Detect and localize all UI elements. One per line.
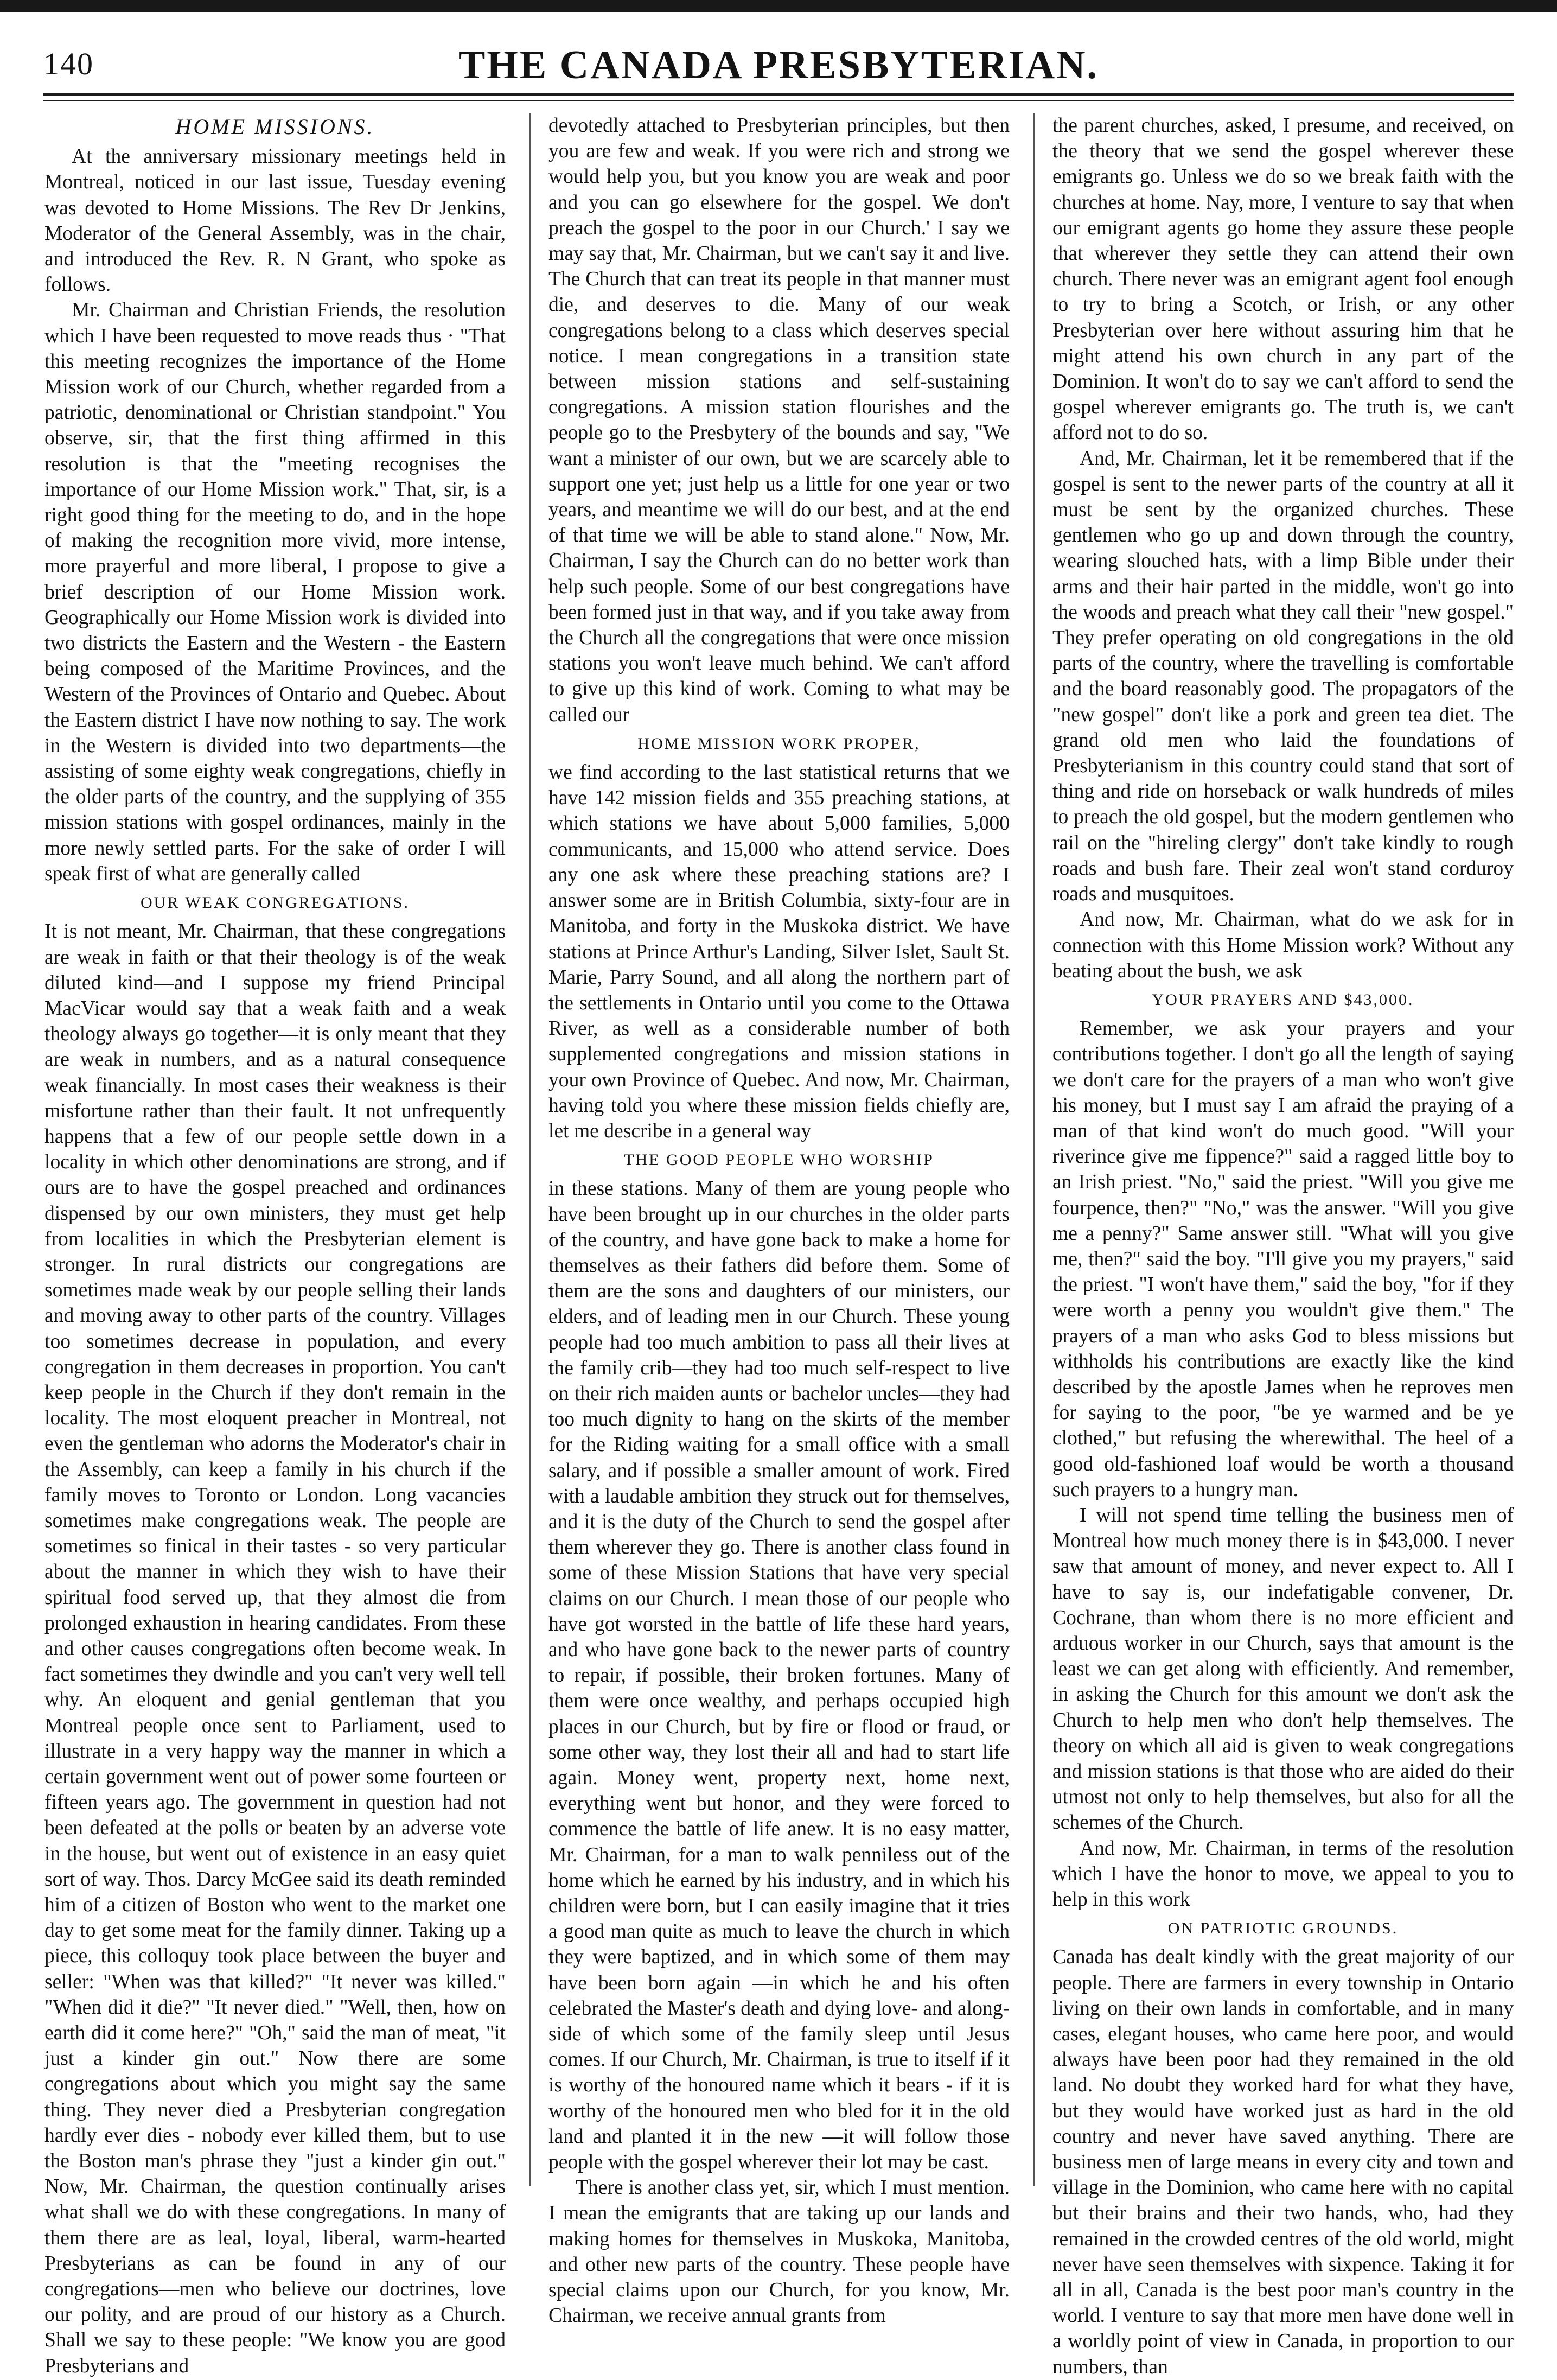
col3-paragraph-3: And now, Mr. Chairman, what do we ask for in connection with this Home Mission work? Without any beating about the bush, we ask [1052,908,1514,982]
article-title: HOME MISSIONS. [175,114,375,139]
page-number: 140 [43,46,94,81]
subhead-home-mission-work-proper: HOME MISSION WORK PROPER, [637,734,921,753]
col1-paragraph-2: Mr. Chairman and Christian Friends, the resolution which I have been requested to move reads thus · "That this meeting recognizes the importance of the Home Mission work of our Church, whether regarded from a patriotic, denominational or Christian standpoint." You observe, sir, that the first thing affirmed in this resolution is that the "meeting recognises the importance of our Home Mission work." That, sir, is a right good thing for the meeting to do, and in the hope of making the recognition more vivid, more intense, more prayerful and more liberal, I propose to give a brief description of our Home Mission work. Geographically our Home Mission work is divided into two districts the Eastern and the Western - the Eastern being composed of the Maritime Provinces, and the Western of the Provinces of Ontario and Quebec. About the Eastern district I have now nothing to say. The work in the Western is divided into two departments—the assisting of some eighty weak congregations, chiefly in the older parts of the country, and the supplying of 355 mission stations with gospel ordinances, mainly in the more newly settled parts. For the sake of order I will speak first of what are generally called [44,299,506,885]
col3-paragraph-7: Canada has dealt kindly with the great majority of our people. There are farmers in every township in Ontario living on their own lands in comfortable, and in many cases, elegant houses, who came here poor, and would always have been poor had they remained in the old land. No doubt they worked hard for what they have, but they would have worked just as hard in the old country and never have saved anything. There are business men of large means in every city and town and village in the Dominion, who came here with no capital but their brains and their two hands, who, had they remained in the crowded centres of the old world, might never have seen themselves with sixpence. Taking it for all in all, Canada is the best poor man's country in the world. I venture to say that more men have done well in a worldly point of view in Canada, in proportion to our numbers, than [1052,1946,1514,2378]
col3-paragraph-1: the parent churches, asked, I presume, and received, on the theory that we send the gospel wherever these emigrants go. Unless we do so we break faith with the churches at home. Nay, more, I venture to say that when our emigrant agents go home they assure these people that wherever they settle they can attend their own church. There never was an emigrant agent fool enough to try to bring a Scotch, or Irish, or any other Presbyterian over here without assuring him that he might attend his own church in any part of the Dominion. It won't do to say we can't afford to send the gospel wherever emigrants go. The truth is, we can't afford not to do so. [1052,114,1514,444]
header-rule [43,93,1514,101]
col2-paragraph-3: in these stations. Many of them are young people who have been brought up in our churches in the older parts of the country, and have gone back to make a home for themselves as their fathers did before them. Some of them are the sons and daughters of our ministers, our elders, and of leading men in our Church. These young people had too much ambition to pass all their lives at the family crib—they had too much self-respect to live on their rich maiden aunts or bachelor uncles—they had too much dignity to hang on the skirts of the member for the Riding waiting for a small office with a small salary, and if possible a smaller amount of work. Fired with a laudable ambition they struck out for themselves, and it is the duty of the Church to send the gospel after them wherever they go. There is another class found in some of these Mission Stations that have very special claims on our Church. I mean those of our people who have got worsted in the battle of life these hard years, and who have gone back to the newer parts of country to repair, if possible, their broken fortunes. Many of them were once wealthy, and perhaps occupied high places in our Church, but by fire or flood or fraud, or some other way, they lost their all and had to start life again. Money went, property next, home next, everything went but honor, and they were forced to commence the battle of life anew. It is no easy matter, Mr. Chairman, for a man to walk penniless out of the home which he earned by his industry, and in which his children were born, but I can easily imagine that it tries a good man quite as much to leave the church in which they were baptized, and in which some of them may have been born again —in which he and his often celebrated the Master's death and dying love- and along-side of which some of the family sleep until Jesus comes. If our Church, Mr. Chairman, is true to itself if it is worthy of the honoured name which it bears - if it is worthy of the honoured men who bled for it in the old land and planted it in the new —it will follow those people with the gospel wherever their lot may be cast. [548,1178,1010,2174]
column-2 [548,113,1010,2327]
col3-paragraph-5: I will not spend time telling the business men of Montreal how much money there is in $43,000. I never saw that amount of money, and never expect to. All I have to say is, our indefatigable convener, Dr. Cochrane, than whom there is no more efficient and arduous worker in our Church, says that amount is the least we can get along with efficiently. And remember, in asking the Church for this amount we don't ask the Church to help men who don't help themselves. The theory on which all aid is given to weak congregations and mission stations is that those who are aided do their utmost not only to help themselves, but also for all the schemes of the Church. [1052,1504,1514,1834]
col2-paragraph-1: devotedly attached to Presbyterian principles, but then you are few and weak. If you were rich and strong we would help you, but you know you are weak and poor and you can go elsewhere for the gospel. We don't preach the gospel to the poor in our Church.' I say we may say that, Mr. Chairman, but we can't say it and live. The Church that can treat its people in that manner must die, and deserves to die. Many of our weak congregations belong to a class which deserves special notice. I mean congregations in a transition state between mission stations and self-sustaining congregations. A mission station flourishes and the people go to the Presbytery of the bounds and say, "We want a minister of our own, but we are scarcely able to support one yet; just help us a little for one year or two years, and meantime we will do our best, and at the end of that time we will be able to stand alone." Now, Mr. Chairman, I say the Church can do no better work than help such people. Some of our best congregations have been formed just in that way, and if you take away from the Church all the congregations that were once mission stations you won't leave much behind. We can't afford to give up this kind of work. Coming to what may be called our [548,114,1010,726]
col2-paragraph-4: There is another class yet, sir, which I must mention. I mean the emigrants that are taking up our lands and making homes for themselves in Muskoka, Manitoba, and other new parts of the country. These people have special claims upon our Church, for you know, Mr. Chairman, we receive annual grants from [548,2177,1010,2327]
subhead-patriotic-grounds: ON PATRIOTIC GROUNDS. [1167,1919,1399,1938]
subhead-your-prayers: YOUR PRAYERS AND $43,000. [1152,990,1414,1009]
top-border-rule [0,0,1557,12]
col3-paragraph-6: And now, Mr. Chairman, in terms of the resolution which I have the honor to move, we appeal to you to help in this work [1052,1837,1514,1911]
col3-paragraph-4: Remember, we ask your prayers and your contributions together. I don't go all the length of saying we don't care for the prayers of a man who won't give his money, but I must say I am afraid the praying of a man of that kind won't do much good. "Will your riverince give me fippence?" said a ragged little boy to an Irish priest. "No," said the priest. "Will you give me fourpence, then?" "No," was the answer. "Will you give me a penny?" Same answer still. "What will you give me, then?" said the boy. "I'll give you my prayers," said the priest. "I won't have them," said the boy, "for if they were worth a penny you wouldn't give them." The prayers of a man who asks God to bless missions but withholds his contributions are exactly like the kind described by the apostle James when he reproves men for saying to the poor, "be ye warmed and be ye clothed," but refusing the wherewithal. The heel of a good old-fashioned loaf would be worth a thousand such prayers to a hungry man. [1052,1017,1514,1501]
col3-paragraph-2: And, Mr. Chairman, let it be remembered that if the gospel is sent to the newer parts of the country at all it must be sent by the organized churches. These gentlemen who go up and down through the country, wearing slouched hats, with a limp Bible under their arms and their hair parted in the middle, won't go into the woods and preach what they call their "new gospel." They prefer operating on old congregations in the old parts of the country, where the travelling is comfortable and the board reasonably good. The propagators of the "new gospel" don't like a pork and green tea diet. The grand old men who laid the foundations of Presbyterianism in this country could stand that sort of thing and ride on horseback or walk hundreds of miles to preach the old gospel, but the modern gentlemen who rail on the "hireling clergy" don't take kindly to rough roads and bush fare. Their zeal won't stand corduroy roads and musquitoes. [1052,447,1514,906]
col2-paragraph-2: we find according to the last statistical returns that we have 142 mission fields and 355 preaching stations, at which stations we have about 5,000 families, 5,000 communicants, and 15,000 who attend service. Does any one ask where these preaching stations are? I answer some are in British Columbia, sixty-four are in Manitoba, and forty in the Muskoka district. We have stations at Prince Arthur's Landing, Silver Islet, Sault St. Marie, Parry Sound, and all along the northern part of the settlements in Ontario until you come to the Ottawa River, as well as a considerable number of both supplemented congregations and mission stations in your own Province of Quebec. And now, Mr. Chairman, having told you where these mission fields chiefly are, let me describe in a general way [548,761,1010,1142]
col1-paragraph-1: At the anniversary missionary meetings held in Montreal, noticed in our last issue, Tuesday evening was devoted to Home Missions. The Rev Dr Jenkins, Moderator of the General Assembly, was in the chair, and introduced the Rev. R. N Grant, who spoke as follows. [44,145,506,296]
page-header [43,42,1514,91]
subhead-good-people: THE GOOD PEOPLE WHO WORSHIP [624,1151,934,1169]
column-3 [1052,113,1514,2378]
newspaper-title: THE CANADA PRESBYTERIAN. [458,43,1099,87]
column-1 [44,113,506,2377]
column-divider-2 [1033,113,1035,2186]
col1-paragraph-3: It is not meant, Mr. Chairman, that these congregations are weak in faith or that their theology is of the weak diluted kind—and I suppose my friend Principal MacVicar would say that a weak faith and a weak theology always go together—it is only meant that they are weak in numbers, and as a natural consequence weak financially. In most cases their weakness is their misfortune rather than their fault. It not unfrequently happens that a few of our people settle down in a locality in which other denominations are strong, and if ours are to have the gospel preached and ordinances dispensed by our own ministers, they must get help from localities in which the Presbyterian element is stronger. In rural districts our congregations are sometimes made weak by our people selling their lands and moving away to other parts of the country. Villages too sometimes decrease in population, and every congregation in them decreases in proportion. You can't keep people in the Church if they don't remain in the locality. The most eloquent preacher in Montreal, not even the gentleman who adorns the Moderator's chair in the Assembly, can keep a family in his church if the family moves to Toronto or London. Long vacancies sometimes make congregations weak. The people are sometimes so finical in their tastes - so very particular about the manner in which they wish to have their spiritual food served up, that they almost die from prolonged exhaustion in hearing candidates. From these and other causes congregations often become weak. In fact sometimes they dwindle and you can't very well tell why. An eloquent and genial gentleman that you Montreal people once sent to Parliament, used to illustrate in a very happy way the manner in which a certain government went out of power some fourteen or fifteen years ago. The government in question had not been defeated at the polls or beaten by an adverse vote in the house, but went out of existence in an easy quiet sort of way. Thos. Darcy McGee said its death reminded him of a citizen of Boston who went to the market one day to get some meat for the family dinner. Taking up a piece, this colloquy took place between the buyer and seller: "When was that killed?" "It never was killed." "When did it die?" "It never died." "Well, then, how on earth did it come here?" "Oh," said the man of meat, "it just a kinder gin out." Now there are some congregations about which you might say the same thing. They never died a Presbyterian congregation hardly ever dies - nobody ever killed them, but to use the Boston man's phrase they "just a kinder gin out." Now, Mr. Chairman, the question continually arises what shall we do with these congregations. In many of them there are as leal, loyal, liberal, warm-hearted Presbyterians as can be found in any of our congregations—men who believe our doctrines, love our polity, and are proud of our history as a Church. Shall we say to these people: "We know you are good Presbyterians and [44,920,506,2377]
column-divider-1 [529,113,531,2186]
subhead-weak-congregations: OUR WEAK CONGREGATIONS. [141,894,410,912]
